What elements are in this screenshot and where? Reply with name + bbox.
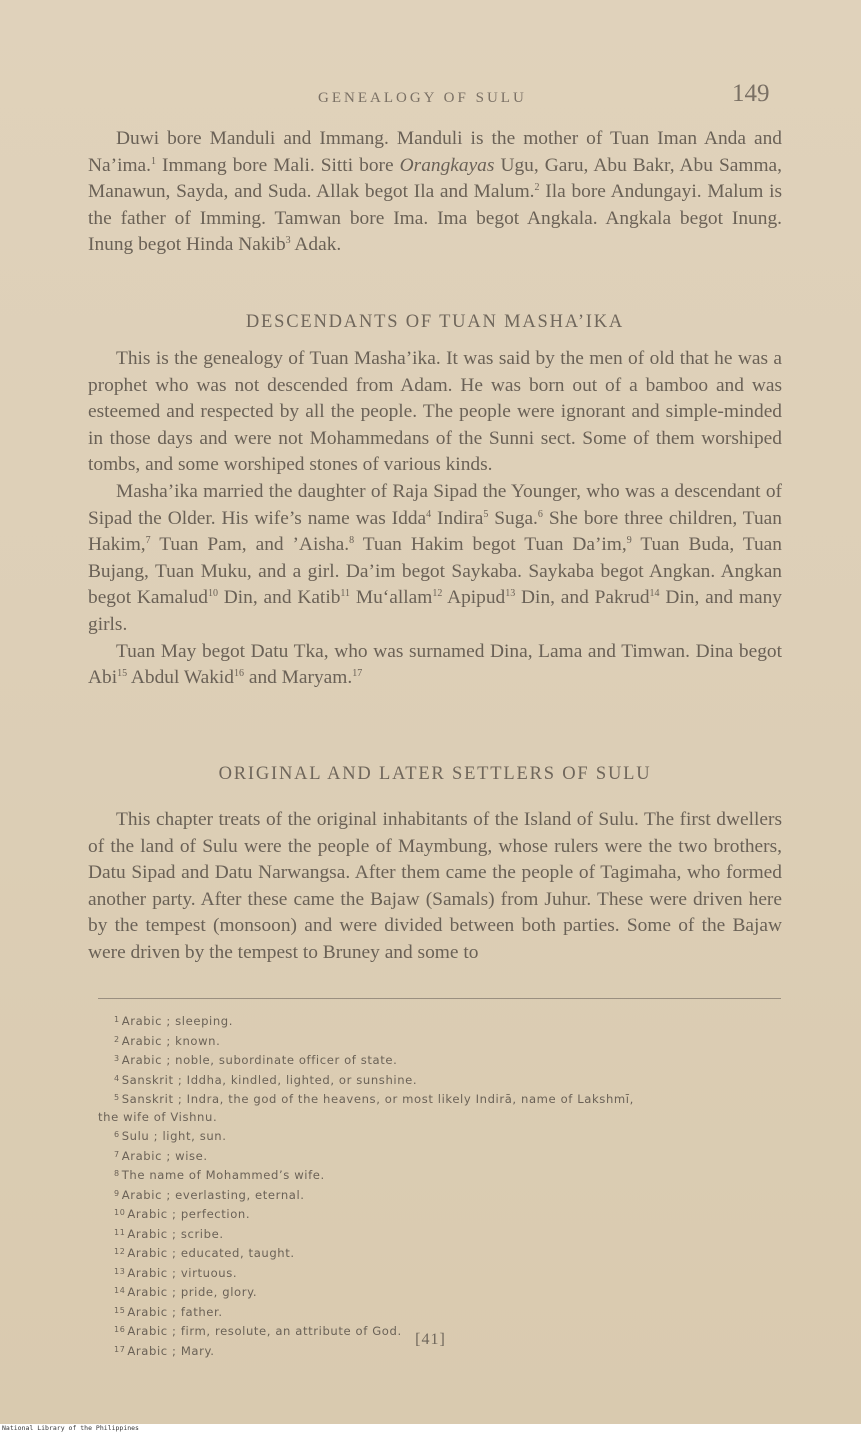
text-block-settlers	[88, 807, 782, 967]
section-heading-settlers: ORIGINAL AND LATER SETTLERS OF SULU	[218, 764, 652, 784]
footnote-number: 4	[114, 1073, 120, 1083]
footnote	[98, 1089, 782, 1109]
footnote	[98, 1031, 782, 1051]
footnotes	[98, 1011, 782, 1360]
footnote-text: Arabic ; scribe.	[127, 1226, 224, 1241]
footnote-number: 7	[114, 1149, 120, 1159]
paragraph-masha-1: This is the genealogy of Tuan Masha’ika. It was said by the men of old that he was a prophet who was not descended from Adam. He was born out of a bamboo and was esteemed and respected by all the people. The people were ignorant and simple-minded in those days and were not Mohammedans of the Sunni sect. Some of them worshiped tombs, and some worshiped stones of various kinds.	[88, 348, 782, 476]
paragraph-intro: Duwi bore Manduli and Immang. Manduli is the mother of Tuan Iman Anda and Na’ima.$^1$ Immang bore Mali. Sitti bore Orangkayas Ugu, Garu, Abu Bakr, Abu Samma, Manawun, Sayda, and Suda. Allak begot Ila and Malum.$^2$ Ila bore Andungayi. Malum is the father of Imming. Tamwan bore Ima. Ima begot Angkala. Angkala begot Inung. Inung begot Hinda Nakib$^3$ Adak.	[88, 128, 783, 256]
footnote-ref: 5	[483, 508, 489, 520]
footnote-ref: 17	[352, 668, 363, 680]
footnote	[98, 1165, 782, 1185]
footnote	[98, 1302, 782, 1322]
footnote-text: Arabic ; virtuous.	[127, 1265, 238, 1280]
footnote-text: Arabic ; educated, taught.	[127, 1246, 295, 1260]
footnote-number: 1	[114, 1015, 120, 1024]
footnote-text: Arabic ; perfection.	[127, 1207, 251, 1221]
footnote-number: 10	[114, 1208, 126, 1217]
footnote-ref: 1	[151, 155, 156, 167]
folio: [41]	[415, 1331, 446, 1348]
credit-text: National Library of the Philippines	[2, 1424, 139, 1432]
footnote-ref: 7	[145, 535, 151, 547]
footnote-text: Arabic ; pride, glory.	[127, 1285, 258, 1299]
footnote-text: Sanskrit ; Indra, the god of the heavens, or most likely Indirā, name of Lakshmī,	[121, 1092, 634, 1106]
footnote-number: 5	[114, 1093, 120, 1102]
footnote-text: Arabic ; sleeping.	[121, 1014, 234, 1028]
footnote-number: 16	[114, 1325, 126, 1334]
footnote	[98, 1126, 782, 1146]
paragraph-masha-3: Tuan May begot Datu Tka, who was surnamed Dina, Lama and Timwan. Dina begot Abi$^{15}$ Abdul Wakid$^{16}$ and Maryam.$^{17}$	[88, 640, 782, 689]
footnote-number: 2	[114, 1034, 120, 1044]
footnote-number: 9	[114, 1188, 120, 1198]
footnote-text: the wife of Vishnu.	[98, 1109, 218, 1124]
footnote-ref: 16	[233, 668, 244, 680]
footnote	[98, 1050, 782, 1070]
footnote-text: The name of Mohammed’s wife.	[121, 1168, 325, 1182]
footnote-ref: 9	[626, 535, 632, 547]
footnote-text: Arabic ; noble, subordinate officer of state.	[121, 1053, 398, 1067]
footnote-text: Arabic ; known.	[121, 1033, 221, 1048]
footnote	[98, 1282, 782, 1302]
footnote	[98, 1204, 782, 1224]
footnote-number: 17	[114, 1344, 126, 1354]
section-heading-descendants: DESCENDANTS OF TUAN MASHA’IKA	[245, 312, 625, 332]
footnote	[98, 1243, 782, 1263]
footnote	[98, 1185, 782, 1205]
footnote-ref: 6	[537, 508, 543, 520]
paragraph-settlers: This chapter treats of the original inhabitants of the Island of Sulu. The first dwellers of the land of Sulu were the people of Maymbung, whose rulers were the two brothers, Datu Sipad and Datu Narwangsa. After them came the people of Tagimaha, who formed another party. After these came the Bajaw (Samals) from Juhur. These were driven here by the tempest (monsoon) and were divided between both parties. Some of the Bajaw were driven by the tempest to Bruney and some to	[88, 809, 782, 963]
footnote-ref: 8	[349, 535, 355, 547]
footnote-text: Arabic ; everlasting, eternal.	[121, 1187, 305, 1202]
running-head-title: GENEALOGY OF SULU	[318, 90, 527, 106]
footnote-ref: 15	[117, 668, 128, 680]
footnote-number: 13	[114, 1266, 126, 1276]
footnote-number: 8	[114, 1169, 120, 1178]
footnote-ref: 3	[285, 235, 291, 247]
italic-term: Orangkayas	[399, 154, 495, 176]
footnote-text: Arabic ; Mary.	[127, 1343, 215, 1358]
footnote-number: 6	[114, 1130, 120, 1139]
footnote-text: Sanskrit ; Iddha, kindled, lighted, or sunshine.	[121, 1072, 418, 1087]
footnote-rule	[98, 998, 781, 999]
footnote-text: Sulu ; light, sun.	[121, 1129, 227, 1143]
footnote	[98, 1263, 782, 1283]
footnote-number: 3	[114, 1054, 120, 1063]
footnote	[98, 1070, 782, 1090]
footnote-ref: 2	[534, 182, 540, 194]
footnote-ref: 12	[432, 588, 443, 600]
footnote-text: Arabic ; firm, resolute, an attribute of God.	[127, 1324, 402, 1338]
footer-credit	[0, 1424, 861, 1433]
footnote-number: 12	[114, 1247, 126, 1256]
footnote-text: Arabic ; father.	[127, 1304, 223, 1319]
footnote-ref: 4	[426, 508, 432, 520]
footnote-text: Arabic ; wise.	[121, 1148, 208, 1163]
footnote-ref: 10	[207, 588, 218, 600]
footnote-ref: 14	[649, 588, 660, 600]
footnote-ref: 13	[505, 588, 516, 600]
footnote-number: 11	[114, 1227, 126, 1237]
text-block-intro	[88, 126, 782, 259]
footnote-number: 14	[114, 1286, 126, 1295]
footnote	[98, 1146, 782, 1166]
footnote-number: 15	[114, 1305, 126, 1315]
paragraph-masha-2: Masha’ika married the daughter of Raja Sipad the Younger, who was a descendant of Sipad the Older. His wife’s name was Idda$^4$ Indira$^5$ Suga.$^6$ She bore three children, Tuan Hakim,$^7$ Tuan Pam, and ’Aisha.$^8$ Tuan Hakim begot Tuan Da’im,$^9$ Tuan Buda, Tuan Bujang, Tuan Muku, and a girl. Da’im begot Saykaba. Saykaba begot Angkan. Angkan begot Kamalud$^{10}$ Din, and Katib$^{11}$ Mu‘allam$^{12}$ Apipud$^{13}$ Din, and Pakrud$^{14}$ Din, and many girls.	[88, 480, 782, 635]
footnote	[98, 1011, 782, 1031]
footnote	[98, 1224, 782, 1244]
text-block-masha	[88, 346, 782, 692]
footnote	[98, 1109, 782, 1127]
page-number: 149	[732, 80, 770, 107]
footnote-ref: 11	[340, 588, 351, 600]
